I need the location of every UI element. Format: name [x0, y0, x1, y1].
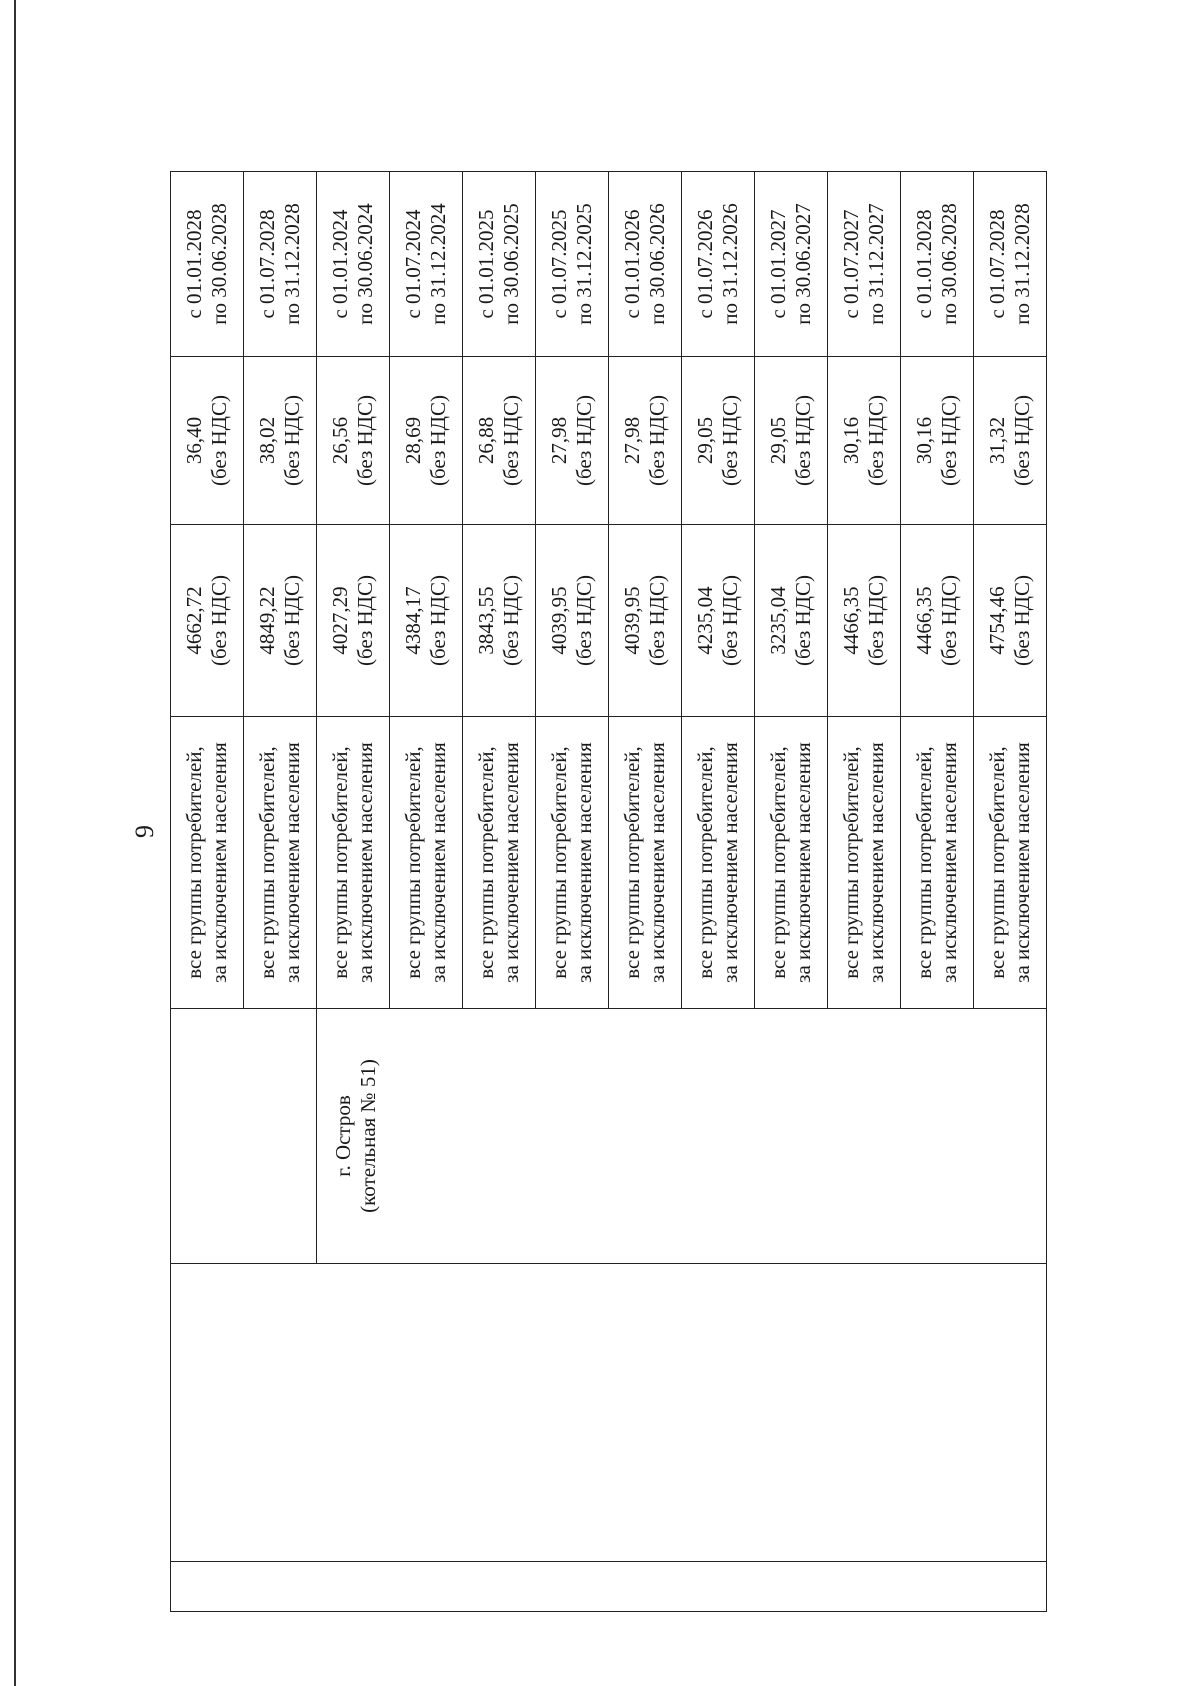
tariff-price-cell: 4235,04 (без НДС)	[682, 525, 755, 717]
period-cell: с 01.07.2026 по 31.12.2026	[682, 172, 755, 357]
tariff-rate-cell: 30,16 (без НДС)	[828, 357, 901, 525]
period-cell: с 01.07.2024 по 31.12.2024	[390, 172, 463, 357]
tariff-rate-cell: 36,40 (без НДС)	[171, 357, 244, 525]
tariff-rate-cell: 29,05 (без НДС)	[682, 357, 755, 525]
place-empty-cell	[171, 1009, 317, 1264]
tariff-price-cell: 4849,22 (без НДС)	[244, 525, 317, 717]
consumer-group-cell: все группы потребителей, за исключением населения	[317, 717, 390, 1009]
tariff-price-cell: 4039,95 (без НДС)	[536, 525, 609, 717]
empty-col-1	[171, 1562, 1047, 1612]
table-row	[171, 172, 244, 1612]
period-cell: с 01.07.2025 по 31.12.2025	[536, 172, 609, 357]
consumer-group-cell: все группы потребителей, за исключением населения	[901, 717, 974, 1009]
tariff-table-rotated	[170, 203, 1047, 1612]
scan-edge-line	[14, 0, 16, 1686]
consumer-group-cell: все группы потребителей, за исключением населения	[390, 717, 463, 1009]
consumer-group-cell: все группы потребителей, за исключением населения	[974, 717, 1047, 1009]
tariff-price-cell: 4466,35 (без НДС)	[901, 525, 974, 717]
consumer-group-cell: все группы потребителей, за исключением населения	[609, 717, 682, 1009]
consumer-group-cell: все группы потребителей, за исключением населения	[171, 717, 244, 1009]
tariff-rate-cell: 31,32 (без НДС)	[974, 357, 1047, 525]
tariff-price-cell: 3235,04 (без НДС)	[755, 525, 828, 717]
tariff-rate-cell: 38,02 (без НДС)	[244, 357, 317, 525]
period-cell: с 01.01.2025 по 30.06.2025	[463, 172, 536, 357]
tariff-table-body	[171, 172, 1047, 1612]
tariff-price-cell: 4662,72 (без НДС)	[171, 525, 244, 717]
consumer-group-cell: все группы потребителей, за исключением населения	[536, 717, 609, 1009]
consumer-group-cell: все группы потребителей, за исключением населения	[682, 717, 755, 1009]
page-number: 9	[130, 825, 159, 838]
tariff-price-cell: 4384,17 (без НДС)	[390, 525, 463, 717]
period-cell: с 01.01.2028 по 30.06.2028	[901, 172, 974, 357]
place-name: г. Остров	[331, 1095, 355, 1177]
tariff-price-cell: 4027,29 (без НДС)	[317, 525, 390, 717]
tariff-table	[170, 171, 1047, 1612]
tariff-price-cell: 4039,95 (без НДС)	[609, 525, 682, 717]
period-cell: с 01.01.2024 по 30.06.2024	[317, 172, 390, 357]
consumer-group-cell: все группы потребителей, за исключением населения	[755, 717, 828, 1009]
consumer-group-cell: все группы потребителей, за исключением населения	[463, 717, 536, 1009]
tariff-price-cell: 3843,55 (без НДС)	[463, 525, 536, 717]
tariff-rate-cell: 26,88 (без НДС)	[463, 357, 536, 525]
period-cell: с 01.01.2027 по 30.06.2027	[755, 172, 828, 357]
empty-col-2	[171, 1264, 1047, 1562]
tariff-rate-cell: 29,05 (без НДС)	[755, 357, 828, 525]
period-cell: с 01.07.2028 по 31.12.2028	[244, 172, 317, 357]
tariff-rate-cell: 26,56 (без НДС)	[317, 357, 390, 525]
tariff-rate-cell: 30,16 (без НДС)	[901, 357, 974, 525]
period-cell: с 01.01.2028 по 30.06.2028	[171, 172, 244, 357]
consumer-group-cell: все группы потребителей, за исключением населения	[244, 717, 317, 1009]
place-cell	[317, 1009, 1047, 1264]
boiler-house-name: (котельная № 51)	[356, 1059, 380, 1213]
consumer-group-cell: все группы потребителей, за исключением населения	[828, 717, 901, 1009]
tariff-rate-cell: 28,69 (без НДС)	[390, 357, 463, 525]
tariff-rate-cell: 27,98 (без НДС)	[536, 357, 609, 525]
tariff-price-cell: 4754,46 (без НДС)	[974, 525, 1047, 717]
tariff-price-cell: 4466,35 (без НДС)	[828, 525, 901, 717]
period-cell: с 01.07.2027 по 31.12.2027	[828, 172, 901, 357]
tariff-rate-cell: 27,98 (без НДС)	[609, 357, 682, 525]
period-cell: с 01.07.2028 по 31.12.2028	[974, 172, 1047, 357]
period-cell: с 01.01.2026 по 30.06.2026	[609, 172, 682, 357]
